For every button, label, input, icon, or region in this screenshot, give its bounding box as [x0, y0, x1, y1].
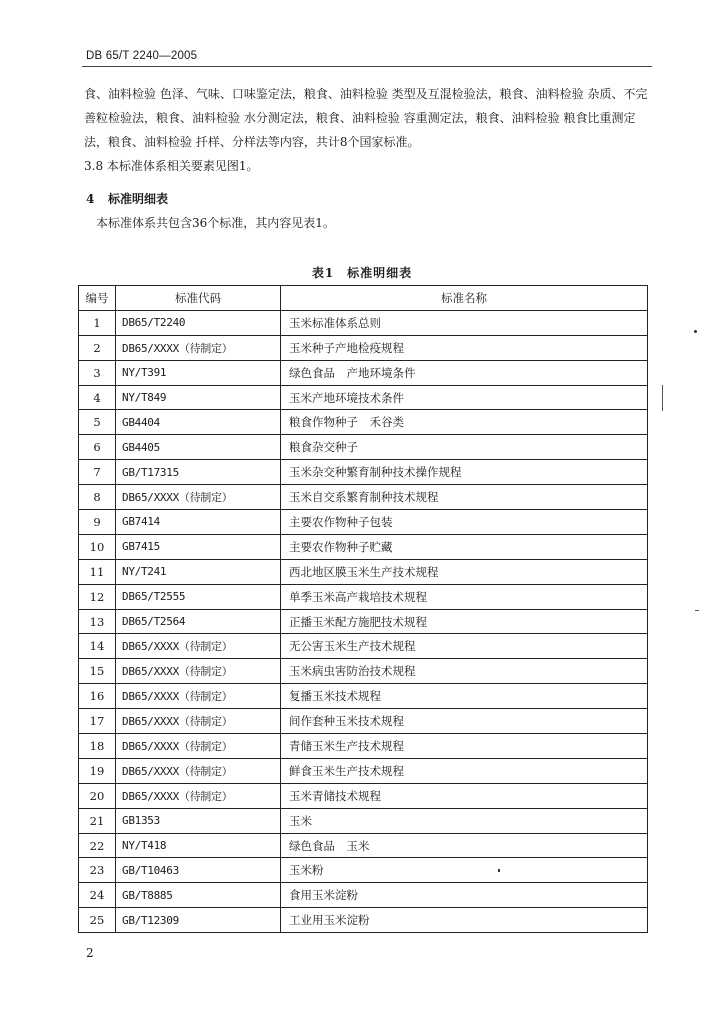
table-row: [79, 883, 648, 908]
row-standard-name: 无公害玉米生产技术规程: [281, 634, 648, 659]
row-number: 6: [79, 435, 116, 460]
row-standard-code: DB65/T2564: [116, 609, 281, 634]
row-standard-name: 鲜食玉米生产技术规程: [281, 758, 648, 783]
row-number: 23: [79, 858, 116, 883]
scan-speck: [498, 869, 500, 872]
row-number: 2: [79, 335, 116, 360]
row-standard-name: 玉米产地环境技术条件: [281, 385, 648, 410]
row-standard-code: GB7414: [116, 510, 281, 535]
table-row: [79, 783, 648, 808]
row-standard-code: NY/T391: [116, 360, 281, 385]
row-number: 20: [79, 783, 116, 808]
row-number: 18: [79, 734, 116, 759]
scan-line-mark: [662, 385, 663, 411]
row-standard-name: 玉米标准体系总则: [281, 310, 648, 335]
row-number: 13: [79, 609, 116, 634]
row-number: 9: [79, 510, 116, 535]
row-standard-name: 西北地区膜玉米生产技术规程: [281, 559, 648, 584]
table-row: [79, 858, 648, 883]
row-standard-code: NY/T849: [116, 385, 281, 410]
row-number: 15: [79, 659, 116, 684]
row-standard-code: GB4405: [116, 435, 281, 460]
row-standard-code: DB65/XXXX（待制定）: [116, 485, 281, 510]
table-row: [79, 684, 648, 709]
table-row: [79, 709, 648, 734]
row-number: 19: [79, 758, 116, 783]
col-header-code: 标准代码: [116, 286, 281, 311]
row-standard-code: GB1353: [116, 808, 281, 833]
row-standard-code: DB65/XXXX（待制定）: [116, 659, 281, 684]
row-standard-name: 主要农作物种子包装: [281, 510, 648, 535]
row-standard-code: NY/T241: [116, 559, 281, 584]
row-standard-code: DB65/XXXX（待制定）: [116, 709, 281, 734]
row-standard-code: DB65/XXXX（待制定）: [116, 734, 281, 759]
table-row: [79, 734, 648, 759]
table-row: [79, 659, 648, 684]
row-standard-name: 玉米自交系繁育制种技术规程: [281, 485, 648, 510]
row-standard-code: NY/T418: [116, 833, 281, 858]
row-number: 11: [79, 559, 116, 584]
row-standard-name: 绿色食品 产地环境条件: [281, 360, 648, 385]
header-rule: [82, 66, 652, 67]
table-row: [79, 634, 648, 659]
col-header-name: 标准名称: [281, 286, 648, 311]
row-standard-code: GB4404: [116, 410, 281, 435]
row-number: 8: [79, 485, 116, 510]
section-title: 标准明细表: [108, 192, 169, 206]
row-number: 14: [79, 634, 116, 659]
row-number: 25: [79, 908, 116, 933]
row-standard-code: DB65/T2555: [116, 584, 281, 609]
section-heading: [86, 190, 168, 207]
row-number: 12: [79, 584, 116, 609]
section-intro: 本标准体系共包含36个标准，其内容见表1。: [96, 216, 335, 230]
table-row: [79, 808, 648, 833]
table-row: [79, 310, 648, 335]
row-standard-name: 玉米粉: [281, 858, 648, 883]
table-header-row: [79, 286, 648, 311]
table-row: [79, 534, 648, 559]
section-number: 4: [86, 192, 95, 206]
row-standard-name: 间作套种玉米技术规程: [281, 709, 648, 734]
table-row: [79, 609, 648, 634]
row-number: 5: [79, 410, 116, 435]
row-number: 24: [79, 883, 116, 908]
scan-dash-mark: [695, 610, 699, 611]
row-standard-name: 食用玉米淀粉: [281, 883, 648, 908]
row-standard-name: 玉米病虫害防治技术规程: [281, 659, 648, 684]
col-header-number: 编号: [79, 286, 116, 311]
standards-table: [78, 285, 648, 933]
row-standard-name: 玉米: [281, 808, 648, 833]
table-row: [79, 584, 648, 609]
row-standard-name: 玉米青储技术规程: [281, 783, 648, 808]
row-standard-name: 复播玉米技术规程: [281, 684, 648, 709]
paragraph-3-8: 3.8 本标准体系相关要素见图1。: [84, 159, 259, 173]
row-standard-code: DB65/T2240: [116, 310, 281, 335]
row-standard-code: GB/T10463: [116, 858, 281, 883]
row-standard-code: DB65/XXXX（待制定）: [116, 634, 281, 659]
row-standard-code: GB/T12309: [116, 908, 281, 933]
row-number: 16: [79, 684, 116, 709]
table-row: [79, 460, 648, 485]
row-number: 21: [79, 808, 116, 833]
row-number: 3: [79, 360, 116, 385]
document-code-header: DB 65/T 2240—2005: [86, 50, 198, 62]
table-row: [79, 385, 648, 410]
paragraph-inspection-standards: 食、油料检验 色泽、气味、口味鉴定法，粮食、油料检验 类型及互混检验法，粮食、油料检验 杂质、不完善粒检验法，粮食、油料检验 水分测定法，粮食、油料检验 容重测定法，粮食、油料检验 粮食比重测定法，粮食、油料检验 扦样、分样法等内容，共计8个国家标准。: [84, 87, 648, 149]
row-standard-code: GB/T17315: [116, 460, 281, 485]
row-number: 17: [79, 709, 116, 734]
row-standard-name: 主要农作物种子贮藏: [281, 534, 648, 559]
table-row: [79, 410, 648, 435]
row-standard-name: 玉米杂交种繁育制种技术操作规程: [281, 460, 648, 485]
row-standard-name: 青储玉米生产技术规程: [281, 734, 648, 759]
page-number: 2: [86, 946, 94, 960]
row-standard-code: DB65/XXXX（待制定）: [116, 335, 281, 360]
row-standard-name: 粮食杂交种子: [281, 435, 648, 460]
row-number: 7: [79, 460, 116, 485]
row-standard-name: 绿色食品 玉米: [281, 833, 648, 858]
row-number: 1: [79, 310, 116, 335]
table-row: [79, 908, 648, 933]
table-row: [79, 758, 648, 783]
scan-speck: [694, 330, 697, 333]
row-number: 4: [79, 385, 116, 410]
row-standard-code: GB/T8885: [116, 883, 281, 908]
row-standard-code: DB65/XXXX（待制定）: [116, 684, 281, 709]
table-row: [79, 435, 648, 460]
row-standard-name: 工业用玉米淀粉: [281, 908, 648, 933]
row-standard-code: DB65/XXXX（待制定）: [116, 783, 281, 808]
table-row: [79, 833, 648, 858]
table-row: [79, 485, 648, 510]
table-row: [79, 335, 648, 360]
table-row: [79, 559, 648, 584]
row-standard-name: 正播玉米配方施肥技术规程: [281, 609, 648, 634]
row-number: 10: [79, 534, 116, 559]
row-standard-name: 粮食作物种子 禾谷类: [281, 410, 648, 435]
table-row: [79, 360, 648, 385]
row-standard-code: GB7415: [116, 534, 281, 559]
row-standard-name: 单季玉米高产栽培技术规程: [281, 584, 648, 609]
row-standard-name: 玉米种子产地检疫规程: [281, 335, 648, 360]
table-row: [79, 510, 648, 535]
table-caption: 表1 标准明细表: [311, 266, 413, 280]
row-number: 22: [79, 833, 116, 858]
row-standard-code: DB65/XXXX（待制定）: [116, 758, 281, 783]
